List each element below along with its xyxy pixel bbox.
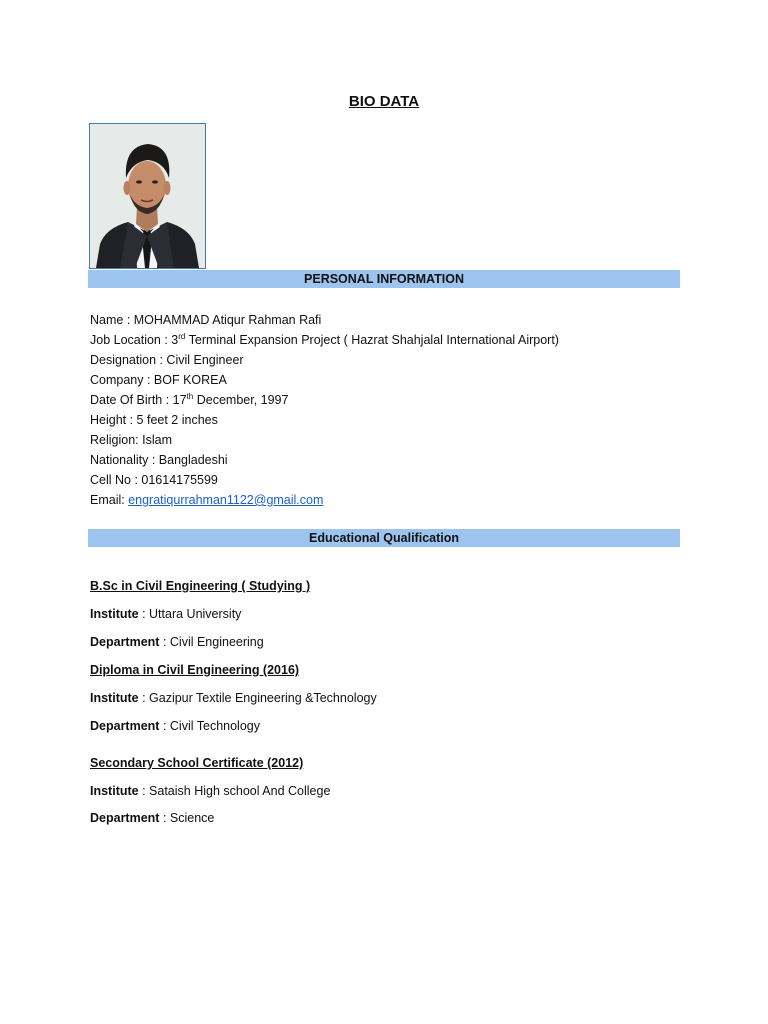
dob-ordinal: th (186, 391, 194, 401)
department-label: Department (90, 635, 160, 649)
nationality-row: Nationality : Bangladeshi (90, 453, 228, 467)
company-row: Company : BOF KOREA (90, 373, 227, 387)
department-label: Department (90, 811, 160, 825)
email-label: Email: (90, 493, 129, 507)
education-department-diploma (90, 719, 260, 733)
institute-value: Gazipur Textile Engineering &Technology (149, 691, 377, 705)
religion-row: Religion: Islam (90, 433, 172, 447)
separator: : (138, 691, 150, 705)
department-value: Science (169, 811, 215, 825)
education-heading-ssc: Secondary School Certificate (2012) (90, 756, 304, 770)
name-row: Name : MOHAMMAD Atiqur Rahman Rafi (90, 313, 322, 327)
job-location-row (90, 330, 559, 350)
separator: : (159, 719, 170, 733)
height-row: Height : 5 feet 2 inches (90, 413, 218, 427)
department-label: Department (90, 719, 160, 733)
institute-label: Institute (90, 784, 139, 798)
job-location-prefix: Job Location : 3 (90, 333, 179, 347)
designation-row: Designation : Civil Engineer (90, 353, 244, 367)
education-institute-bsc (90, 607, 241, 621)
education-institute-ssc (90, 784, 330, 798)
email-link[interactable]: engratiqurrahman1122@gmail.com (128, 493, 324, 507)
cell-row: Cell No : 01614175599 (90, 473, 218, 487)
section-header-personal-information: PERSONAL INFORMATION (88, 270, 680, 288)
date-of-birth-row (90, 390, 559, 410)
department-value: Civil Technology (169, 719, 260, 733)
personal-info (90, 310, 559, 510)
separator: : (159, 811, 170, 825)
education-institute-diploma (90, 691, 377, 705)
job-location-ordinal: rd (178, 331, 186, 341)
page-title: BIO DATA (348, 93, 420, 110)
job-location-rest: Terminal Expansion Project ( Hazrat Shahjalal International Airport) (185, 333, 559, 347)
education-department-bsc (90, 635, 264, 649)
dob-rest: December, 1997 (193, 393, 289, 407)
education-heading-bsc: B.Sc in Civil Engineering ( Studying ) (90, 579, 311, 593)
separator: : (138, 784, 150, 798)
department-value: Civil Engineering (169, 635, 264, 649)
section-header-educational-qualification: Educational Qualification (88, 529, 680, 547)
institute-value: Uttara University (149, 607, 242, 621)
separator: : (138, 607, 150, 621)
institute-value: Sataish High school And College (149, 784, 331, 798)
email-row (90, 490, 559, 510)
profile-photo (89, 123, 206, 269)
separator: : (159, 635, 170, 649)
institute-label: Institute (90, 607, 139, 621)
education-department-ssc (90, 811, 214, 825)
dob-prefix: Date Of Birth : 17 (90, 393, 187, 407)
institute-label: Institute (90, 691, 139, 705)
education-heading-diploma: Diploma in Civil Engineering (2016) (90, 663, 300, 677)
portrait-illustration (90, 124, 205, 268)
